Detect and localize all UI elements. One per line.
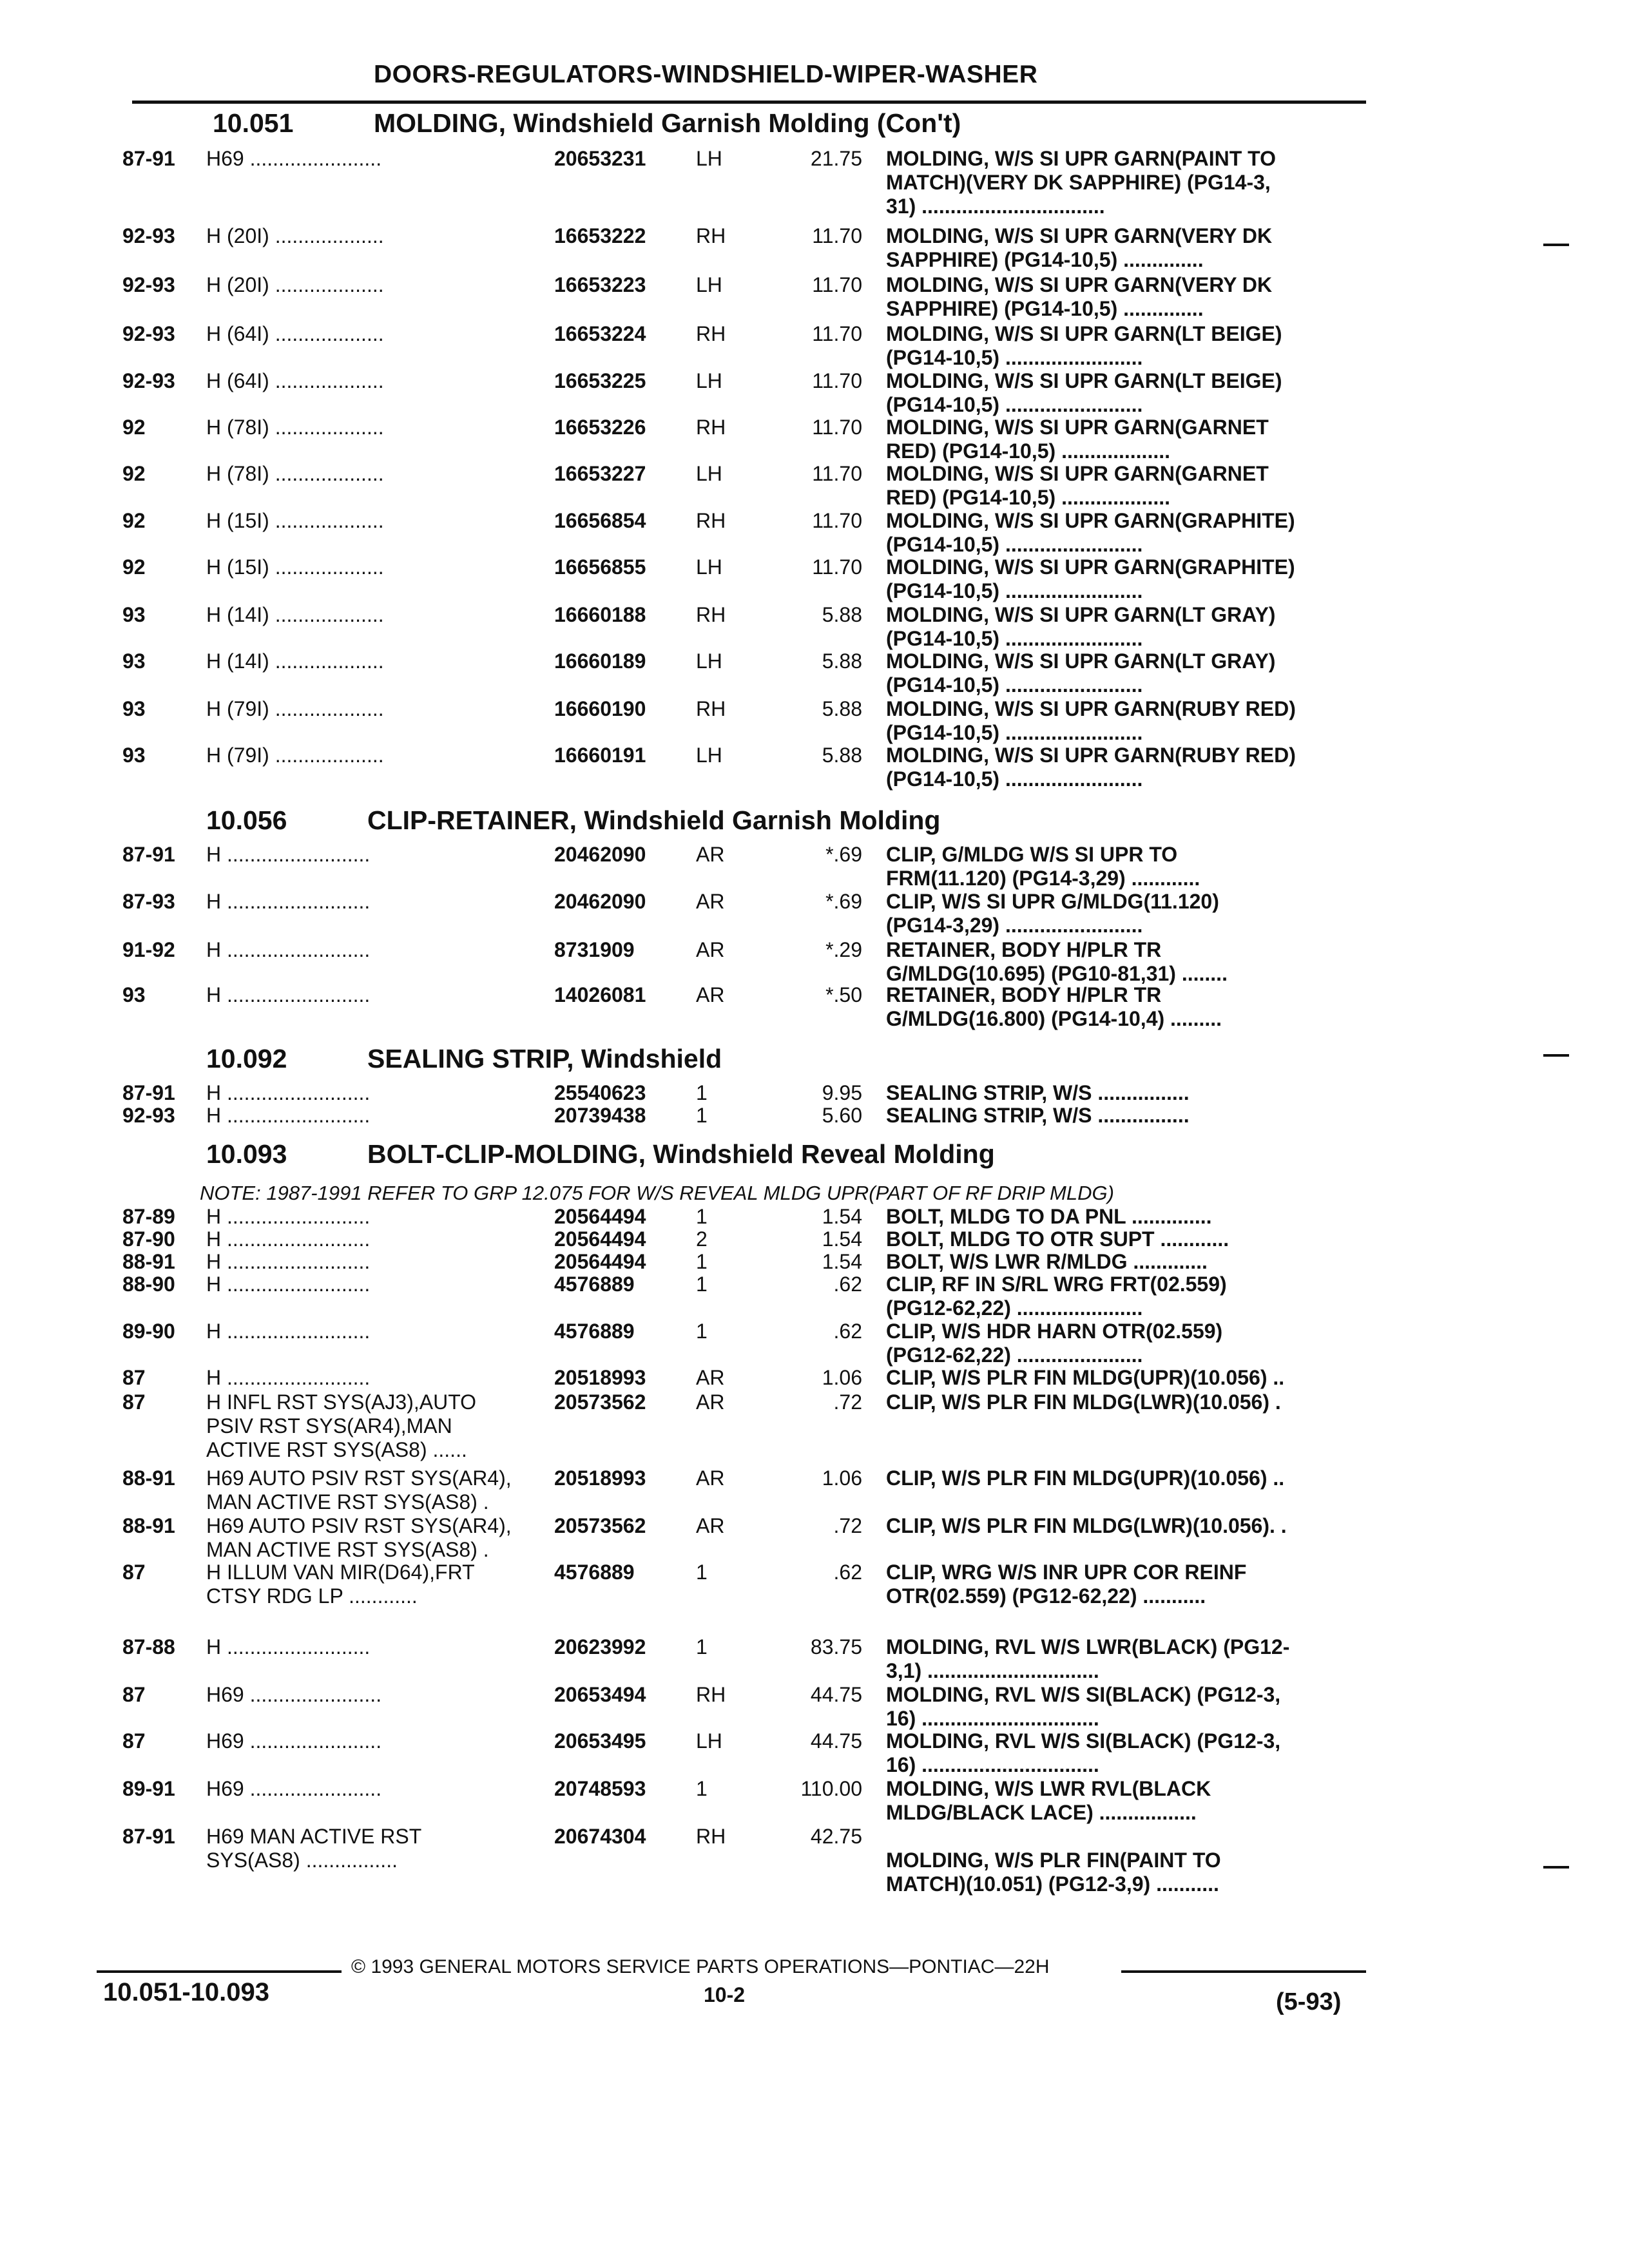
price: 5.88 [822, 744, 862, 767]
price: 42.75 [810, 1825, 862, 1848]
page-title: DOORS-REGULATORS-WINDSHIELD-WIPER-WASHER [374, 61, 1038, 88]
quantity: LH [696, 462, 722, 485]
footer-rule-right [1121, 1970, 1366, 1973]
year-range: 92-93 [122, 273, 175, 296]
price: 110.00 [800, 1777, 862, 1800]
section-title: SEALING STRIP, Windshield [367, 1044, 722, 1073]
model-code: H (78I) ................... [206, 462, 384, 485]
model-code: H (14I) ................... [206, 649, 384, 673]
price: .62 [833, 1561, 862, 1584]
quantity: LH [696, 369, 722, 392]
year-range: 87-93 [122, 890, 175, 913]
section-number: 10.093 [206, 1139, 287, 1169]
part-number: 25540623 [554, 1081, 646, 1104]
description: MOLDING, W/S SI UPR GARN(LT BEIGE) (PG14-10,5) ........................ [886, 322, 1282, 369]
section-title: BOLT-CLIP-MOLDING, Windshield Reveal Molding [367, 1139, 995, 1169]
description: RETAINER, BODY H/PLR TR G/MLDG(10.695) (PG10-81,31) ........ [886, 938, 1228, 985]
model-code: H ......................... [206, 983, 371, 1006]
part-number: 16660190 [554, 697, 646, 720]
description: MOLDING, W/S SI UPR GARN(VERY DK SAPPHIRE) (PG14-10,5) .............. [886, 224, 1273, 271]
part-number: 20573562 [554, 1390, 646, 1414]
quantity: 1 [696, 1250, 708, 1273]
price: 5.88 [822, 697, 862, 720]
quantity: 1 [696, 1635, 708, 1658]
description: MOLDING, W/S SI UPR GARN(RUBY RED) (PG14-10,5) ........................ [886, 697, 1296, 744]
year-range: 89-91 [122, 1777, 175, 1800]
part-number: 14026081 [554, 983, 646, 1006]
model-code: H ......................... [206, 1635, 371, 1658]
description: CLIP, WRG W/S INR UPR COR REINF OTR(02.559) (PG12-62,22) ........... [886, 1561, 1247, 1608]
model-code: H (79I) ................... [206, 697, 384, 720]
margin-mark [1543, 1054, 1569, 1057]
quantity: 1 [696, 1320, 708, 1343]
price: 44.75 [810, 1683, 862, 1706]
section-number: 10.056 [206, 805, 287, 835]
quantity: 1 [696, 1205, 708, 1228]
part-number: 16653222 [554, 224, 646, 247]
quantity: LH [696, 649, 722, 673]
part-number: 16660188 [554, 603, 646, 626]
description: MOLDING, W/S SI UPR GARN(LT GRAY) (PG14-10,5) ........................ [886, 603, 1276, 650]
year-range: 93 [122, 983, 146, 1006]
model-code: H69 ....................... [206, 147, 382, 170]
part-number: 4576889 [554, 1273, 635, 1296]
price: *.29 [825, 938, 862, 961]
year-range: 87-91 [122, 1825, 175, 1848]
year-range: 92 [122, 509, 146, 532]
part-number: 20573562 [554, 1514, 646, 1537]
quantity: AR [696, 938, 725, 961]
model-code: H ILLUM VAN MIR(D64),FRT CTSY RDG LP ............ [206, 1561, 475, 1608]
section-heading-10092 [206, 1044, 722, 1074]
year-range: 88-90 [122, 1273, 175, 1296]
part-number: 20748593 [554, 1777, 646, 1800]
model-code: H (64I) ................... [206, 369, 384, 392]
year-range: 87-90 [122, 1227, 175, 1251]
year-range: 93 [122, 649, 146, 673]
description: CLIP, W/S SI UPR G/MLDG(11.120) (PG14-3,29) ........................ [886, 890, 1219, 937]
description: MOLDING, W/S SI UPR GARN(LT GRAY) (PG14-10,5) ........................ [886, 649, 1276, 697]
model-code: H ......................... [206, 1104, 371, 1127]
part-number: 20518993 [554, 1366, 646, 1389]
model-code: H ......................... [206, 1205, 371, 1228]
description: BOLT, MLDG TO OTR SUPT ............ [886, 1227, 1229, 1251]
year-range: 87-91 [122, 147, 175, 170]
description: MOLDING, W/S PLR FIN(PAINT TO MATCH)(10.051) (PG12-3,9) ........... [886, 1849, 1221, 1896]
part-number: 20564494 [554, 1250, 646, 1273]
price: .72 [833, 1390, 862, 1414]
year-range: 88-91 [122, 1250, 175, 1273]
year-range: 92-93 [122, 369, 175, 392]
section-number: 10.051 [213, 108, 294, 138]
description: SEALING STRIP, W/S ................ [886, 1104, 1190, 1127]
description: BOLT, W/S LWR R/MLDG ............. [886, 1250, 1208, 1273]
margin-mark [1543, 1866, 1569, 1869]
description: MOLDING, W/S LWR RVL(BLACK MLDG/BLACK LACE) ................. [886, 1777, 1211, 1824]
section-heading-10051 [213, 108, 961, 139]
description: MOLDING, W/S SI UPR GARN(VERY DK SAPPHIRE) (PG14-10,5) .............. [886, 273, 1273, 320]
price: 11.70 [812, 416, 862, 439]
model-code: H69 AUTO PSIV RST SYS(AR4), MAN ACTIVE RST SYS(AS8) . [206, 1514, 512, 1561]
model-code: H69 MAN ACTIVE RST SYS(AS8) ................ [206, 1825, 422, 1872]
quantity: AR [696, 890, 725, 913]
model-code: H (14I) ................... [206, 603, 384, 626]
quantity: 1 [696, 1081, 708, 1104]
part-number: 4576889 [554, 1561, 635, 1584]
year-range: 93 [122, 697, 146, 720]
price: 11.70 [812, 462, 862, 485]
quantity: AR [696, 1466, 725, 1490]
year-range: 92-93 [122, 224, 175, 247]
part-number: 16660189 [554, 649, 646, 673]
model-code: H ......................... [206, 1320, 371, 1343]
price: *.69 [825, 890, 862, 913]
price: .62 [833, 1273, 862, 1296]
price: 5.88 [822, 603, 862, 626]
part-number: 8731909 [554, 938, 635, 961]
price: 44.75 [810, 1729, 862, 1753]
model-code: H (15I) ................... [206, 555, 384, 579]
quantity: RH [696, 1825, 726, 1848]
quantity: AR [696, 1514, 725, 1537]
year-range: 91-92 [122, 938, 175, 961]
description: CLIP, W/S HDR HARN OTR(02.559) (PG12-62,22) ...................... [886, 1320, 1223, 1367]
description: CLIP, W/S PLR FIN MLDG(UPR)(10.056) .. [886, 1366, 1285, 1389]
part-number: 20462090 [554, 843, 646, 866]
model-code: H (20I) ................... [206, 224, 384, 247]
price: 5.60 [822, 1104, 862, 1127]
price: 21.75 [810, 147, 862, 170]
price: 11.70 [812, 224, 862, 247]
part-number: 20462090 [554, 890, 646, 913]
quantity: RH [696, 509, 726, 532]
description: MOLDING, W/S SI UPR GARN(GARNET RED) (PG14-10,5) ................... [886, 416, 1269, 463]
model-code: H ......................... [206, 843, 371, 866]
quantity: 1 [696, 1561, 708, 1584]
description: MOLDING, W/S SI UPR GARN(GRAPHITE) (PG14-10,5) ........................ [886, 509, 1295, 556]
price: .62 [833, 1320, 862, 1343]
year-range: 88-91 [122, 1514, 175, 1537]
header-rule [132, 101, 1366, 104]
year-range: 87-89 [122, 1205, 175, 1228]
quantity: AR [696, 1366, 725, 1389]
year-range: 88-91 [122, 1466, 175, 1490]
quantity: LH [696, 273, 722, 296]
margin-mark [1543, 244, 1569, 246]
quantity: LH [696, 147, 722, 170]
description: MOLDING, W/S SI UPR GARN(LT BEIGE) (PG14-10,5) ........................ [886, 369, 1282, 416]
model-code: H ......................... [206, 1227, 371, 1251]
price: *.50 [825, 983, 862, 1006]
description: CLIP, W/S PLR FIN MLDG(LWR)(10.056) . [886, 1390, 1281, 1414]
year-range: 92 [122, 416, 146, 439]
description: BOLT, MLDG TO DA PNL .............. [886, 1205, 1212, 1228]
model-code: H ......................... [206, 1366, 371, 1389]
year-range: 87 [122, 1683, 146, 1706]
price: *.69 [825, 843, 862, 866]
part-number: 16653224 [554, 322, 646, 345]
part-number: 20674304 [554, 1825, 646, 1848]
part-number: 20623992 [554, 1635, 646, 1658]
year-range: 92-93 [122, 322, 175, 345]
description: MOLDING, RVL W/S SI(BLACK) (PG12-3, 16) ............................... [886, 1683, 1281, 1730]
price: 11.70 [812, 273, 862, 296]
year-range: 89-90 [122, 1320, 175, 1343]
part-number: 16653226 [554, 416, 646, 439]
price: 1.54 [822, 1250, 862, 1273]
footer-page-number: 10-2 [704, 1983, 746, 2006]
description: CLIP, W/S PLR FIN MLDG(UPR)(10.056) .. [886, 1466, 1285, 1490]
price: 1.54 [822, 1205, 862, 1228]
model-code: H (20I) ................... [206, 273, 384, 296]
model-code: H ......................... [206, 1273, 371, 1296]
description: RETAINER, BODY H/PLR TR G/MLDG(16.800) (PG14-10,4) ......... [886, 983, 1222, 1030]
year-range: 92-93 [122, 1104, 175, 1127]
description: MOLDING, RVL W/S SI(BLACK) (PG12-3, 16) ............................... [886, 1729, 1281, 1776]
quantity: LH [696, 744, 722, 767]
part-number: 20564494 [554, 1205, 646, 1228]
quantity: 1 [696, 1777, 708, 1800]
description: MOLDING, RVL W/S LWR(BLACK) (PG12- 3,1) .............................. [886, 1635, 1290, 1682]
year-range: 87 [122, 1729, 146, 1753]
year-range: 87 [122, 1366, 146, 1389]
price: 1.06 [822, 1466, 862, 1490]
part-number: 16653225 [554, 369, 646, 392]
price: 1.06 [822, 1366, 862, 1389]
price: 11.70 [812, 509, 862, 532]
part-number: 16660191 [554, 744, 646, 767]
price: 1.54 [822, 1227, 862, 1251]
part-number: 4576889 [554, 1320, 635, 1343]
part-number: 16653223 [554, 273, 646, 296]
description: MOLDING, W/S SI UPR GARN(GARNET RED) (PG14-10,5) ................... [886, 462, 1269, 509]
model-code: H69 ....................... [206, 1729, 382, 1753]
model-code: H69 ....................... [206, 1777, 382, 1800]
quantity: RH [696, 603, 726, 626]
footer-date: (5-93) [1276, 1988, 1342, 2015]
section-note: NOTE: 1987-1991 REFER TO GRP 12.075 FOR W/S REVEAL MLDG UPR(PART OF RF DRIP MLDG) [200, 1182, 1114, 1204]
quantity: RH [696, 322, 726, 345]
price: 11.70 [812, 322, 862, 345]
footer-section-range: 10.051-10.093 [103, 1978, 270, 2006]
model-code: H ......................... [206, 890, 371, 913]
quantity: AR [696, 983, 725, 1006]
quantity: RH [696, 416, 726, 439]
model-code: H ......................... [206, 938, 371, 961]
quantity: LH [696, 555, 722, 579]
quantity: RH [696, 1683, 726, 1706]
price: 83.75 [810, 1635, 862, 1658]
model-code: H ......................... [206, 1081, 371, 1104]
part-number: 20653231 [554, 147, 646, 170]
year-range: 92 [122, 462, 146, 485]
price: 5.88 [822, 649, 862, 673]
quantity: AR [696, 843, 725, 866]
part-number: 20653494 [554, 1683, 646, 1706]
section-title: CLIP-RETAINER, Windshield Garnish Molding [367, 805, 941, 835]
part-number: 20518993 [554, 1466, 646, 1490]
quantity: LH [696, 1729, 722, 1753]
price: 11.70 [812, 555, 862, 579]
quantity: AR [696, 1390, 725, 1414]
part-number: 16656855 [554, 555, 646, 579]
part-number: 20739438 [554, 1104, 646, 1127]
quantity: 1 [696, 1273, 708, 1296]
model-code: H (79I) ................... [206, 744, 384, 767]
year-range: 93 [122, 603, 146, 626]
part-number: 16653227 [554, 462, 646, 485]
quantity: RH [696, 697, 726, 720]
description: MOLDING, W/S SI UPR GARN(RUBY RED) (PG14-10,5) ........................ [886, 744, 1296, 791]
description: CLIP, RF IN S/RL WRG FRT(02.559) (PG12-62,22) ...................... [886, 1273, 1227, 1320]
quantity: 1 [696, 1104, 708, 1127]
year-range: 92 [122, 555, 146, 579]
footer-rule-left [97, 1970, 342, 1973]
year-range: 93 [122, 744, 146, 767]
description: MOLDING, W/S SI UPR GARN(PAINT TO MATCH)(VERY DK SAPPHIRE) (PG14-3, 31) ................................ [886, 147, 1277, 218]
model-code: H (78I) ................... [206, 416, 384, 439]
model-code: H69 ....................... [206, 1683, 382, 1706]
year-range: 87-88 [122, 1635, 175, 1658]
part-number: 16656854 [554, 509, 646, 532]
model-code: H (64I) ................... [206, 322, 384, 345]
section-heading-10093 [206, 1139, 995, 1169]
section-heading-10056 [206, 805, 940, 836]
quantity: RH [696, 224, 726, 247]
price: 9.95 [822, 1081, 862, 1104]
description: CLIP, G/MLDG W/S SI UPR TO FRM(11.120) (PG14-3,29) ............ [886, 843, 1200, 890]
price: 11.70 [812, 369, 862, 392]
price: .72 [833, 1514, 862, 1537]
year-range: 87 [122, 1390, 146, 1414]
part-number: 20653495 [554, 1729, 646, 1753]
description: CLIP, W/S PLR FIN MLDG(LWR)(10.056). . [886, 1514, 1287, 1537]
part-number: 20564494 [554, 1227, 646, 1251]
year-range: 87-91 [122, 1081, 175, 1104]
footer-copyright: © 1993 GENERAL MOTORS SERVICE PARTS OPERATIONS—PONTIAC—22H [351, 1956, 1050, 1977]
year-range: 87-91 [122, 843, 175, 866]
year-range: 87 [122, 1561, 146, 1584]
model-code: H69 AUTO PSIV RST SYS(AR4), MAN ACTIVE RST SYS(AS8) . [206, 1466, 512, 1514]
model-code: H ......................... [206, 1250, 371, 1273]
section-number: 10.092 [206, 1044, 287, 1073]
section-title: MOLDING, Windshield Garnish Molding (Con't) [374, 108, 961, 138]
model-code: H INFL RST SYS(AJ3),AUTO PSIV RST SYS(AR4),MAN ACTIVE RST SYS(AS8) ...... [206, 1390, 477, 1461]
quantity: 2 [696, 1227, 708, 1251]
model-code: H (15I) ................... [206, 509, 384, 532]
description: MOLDING, W/S SI UPR GARN(GRAPHITE) (PG14-10,5) ........................ [886, 555, 1295, 602]
description: SEALING STRIP, W/S ................ [886, 1081, 1190, 1104]
